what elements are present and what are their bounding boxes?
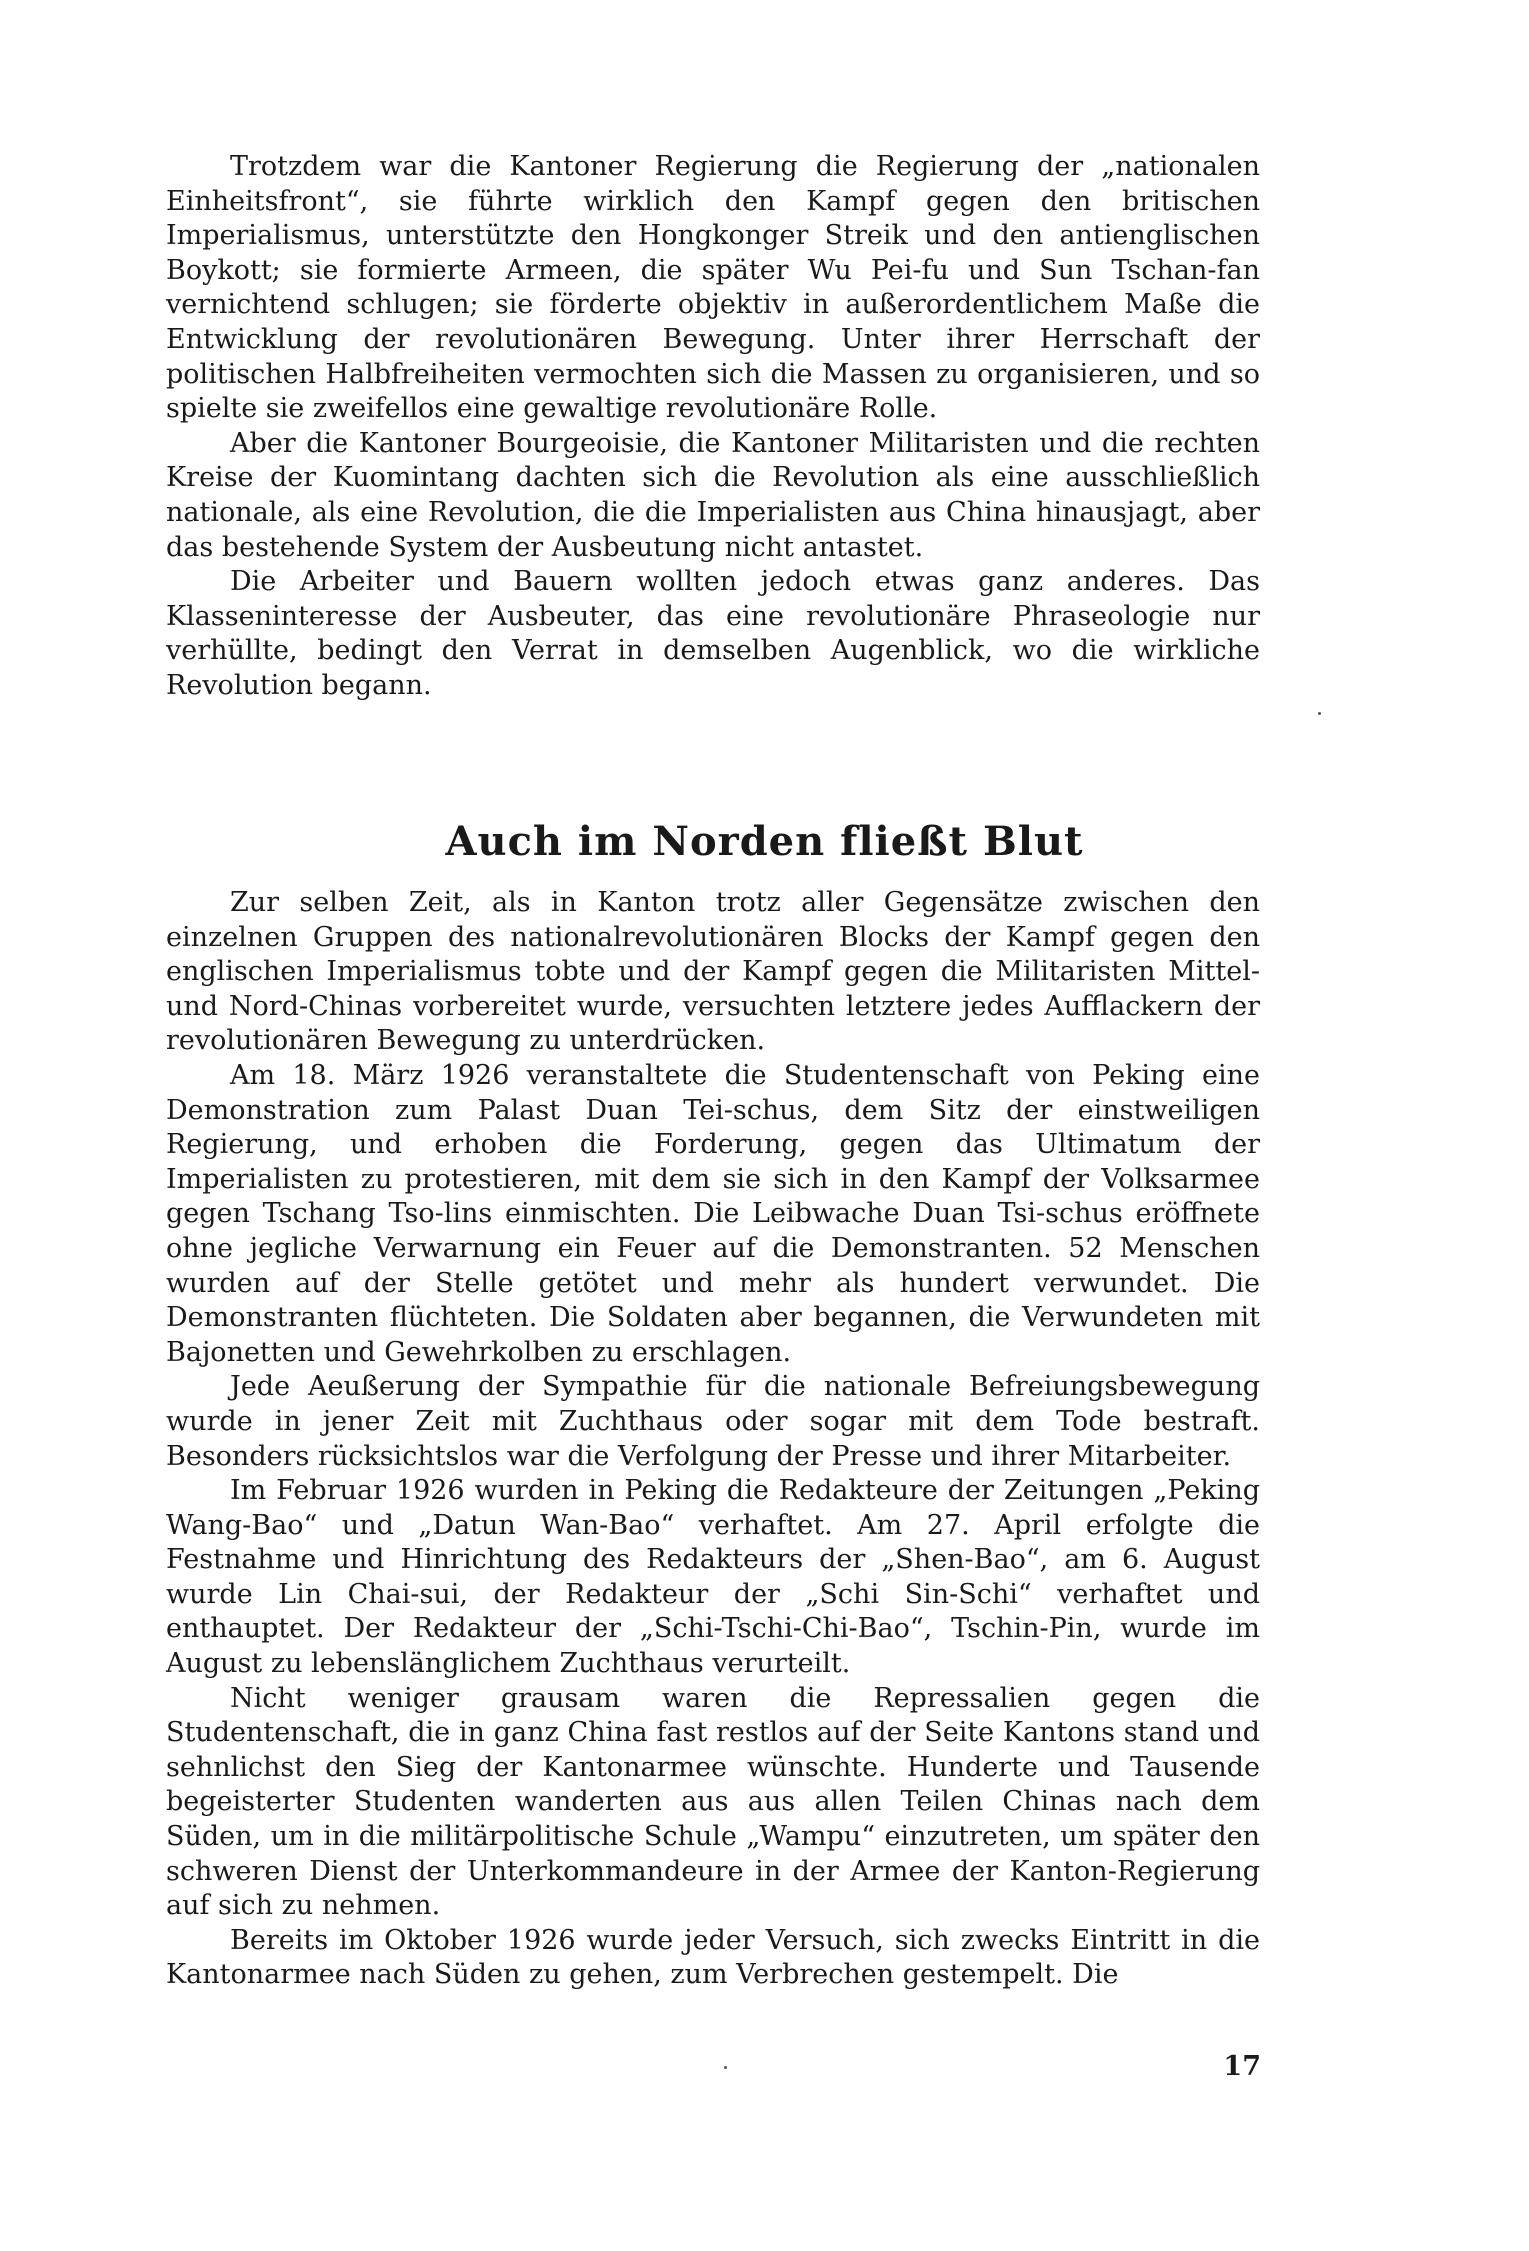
scan-speck: [724, 2066, 727, 2069]
paragraph: Zur selben Zeit, als in Kanton trotz aller Gegensätze zwischen den einzelnen Gruppen des nationalrevolutionären Blocks der Kampf gegen den englischen Imperialismus tobte und der Kampf gegen die Militaristen Mittel- und Nord-Chinas vorbereitet wurde, versuchten letztere jedes Aufflackern der revolutionären Bewegung zu unterdrücken.: [166, 887, 1260, 1057]
page-number: 17: [1223, 2051, 1261, 2082]
section-heading: Auch im Norden fließt Blut: [445, 818, 1084, 865]
paragraph: Im Februar 1926 wurden in Peking die Redakteure der Zeitungen „Peking Wang-Bao“ und „Datun Wan-Bao“ verhaftet. Am 27. April erfolgte die Festnahme und Hinrichtung des Redakteurs der „Shen-Bao“, am 6. August wurde Lin Chai-sui, der Redakteur der „Schi Sin-Schi“ verhaftet und enthauptet. Der Redakteur der „Schi-Tschi-Chi-Bao“, Tschin-Pin, wurde im August zu lebenslänglichem Zuchthaus verurteilt.: [166, 1475, 1260, 1680]
paragraph: Aber die Kantoner Bourgeoisie, die Kantoner Militaristen und die rechten Kreise der Kuomintang dachten sich die Revolution als eine ausschließlich nationale, als eine Revolution, die die Imperialisten aus China hinausjagt, aber das bestehende System der Ausbeutung nicht antastet.: [166, 427, 1260, 563]
paragraph: Am 18. März 1926 veranstaltete die Studentenschaft von Peking eine Demonstration zum Palast Duan Tei-schus, dem Sitz der einstweiligen Regierung, und erhoben die Forderung, gegen das Ultimatum der Imperialisten zu protestieren, mit dem sie sich in den Kampf der Volksarmee gegen Tschang Tso-lins einmischten. Die Leibwache Duan Tsi-schus eröffnete ohne jegliche Verwarnung ein Feuer auf die Demonstranten. 52 Menschen wurden auf der Stelle getötet und mehr als hundert verwundet. Die Demonstranten flüchteten. Die Soldaten aber begannen, die Verwundeten mit Bajonetten und Gewehrkolben zu erschlagen.: [166, 1059, 1260, 1368]
paragraph: Die Arbeiter und Bauern wollten jedoch etwas ganz anderes. Das Klasseninteresse der Ausbeuter, das eine revolutionäre Phraseologie nur verhüllte, bedingt den Verrat in demselben Augenblick, wo die wirkliche Revolution begann.: [166, 566, 1260, 701]
paragraph: Nicht weniger grausam waren die Repressalien gegen die Studentenschaft, die in ganz China fast restlos auf der Seite Kantons stand und sehnlichst den Sieg der Kantonarmee wünschte. Hunderte und Tausende begeisterter Studenten wanderten aus aus allen Teilen Chinas nach dem Süden, um in die militärpolitische Schule „Wampu“ einzutreten, um später den schweren Dienst der Unterkommandeure in der Armee der Kanton-Regierung auf sich zu nehmen.: [166, 1682, 1260, 1922]
paragraph: Trotzdem war die Kantoner Regierung die Regierung der „nationalen Einheitsfront“, sie führte wirklich den Kampf gegen den britischen Imperialismus, unterstützte den Hongkonger Streik und den antienglischen Boykott; sie formierte Armeen, die später Wu Pei-fu und Sun Tschan-fan vernichtend schlugen; sie förderte objektiv in außerordentlichem Maße die Entwicklung der revolutionären Bewegung. Unter ihrer Herrschaft der politischen Halbfreiheiten vermochten sich die Massen zu organisieren, und so spielte sie zweifellos eine gewaltige revolutionäre Rolle.: [166, 151, 1260, 425]
section-body: [166, 886, 1260, 1993]
paragraph: Bereits im Oktober 1926 wurde jeder Versuch, sich zwecks Eintritt in die Kantonarmee nach Süden zu gehen, zum Verbrechen gestempelt. Die: [166, 1924, 1260, 1991]
section-intro: [166, 150, 1260, 704]
scan-speck: [1318, 712, 1321, 715]
paragraph: Jede Aeußerung der Sympathie für die nationale Befreiungsbewegung wurde in jener Zeit mit Zuchthaus oder sogar mit dem Tode bestraft. Besonders rücksichtslos war die Verfolgung der Presse und ihrer Mitarbeiter.: [166, 1371, 1260, 1472]
